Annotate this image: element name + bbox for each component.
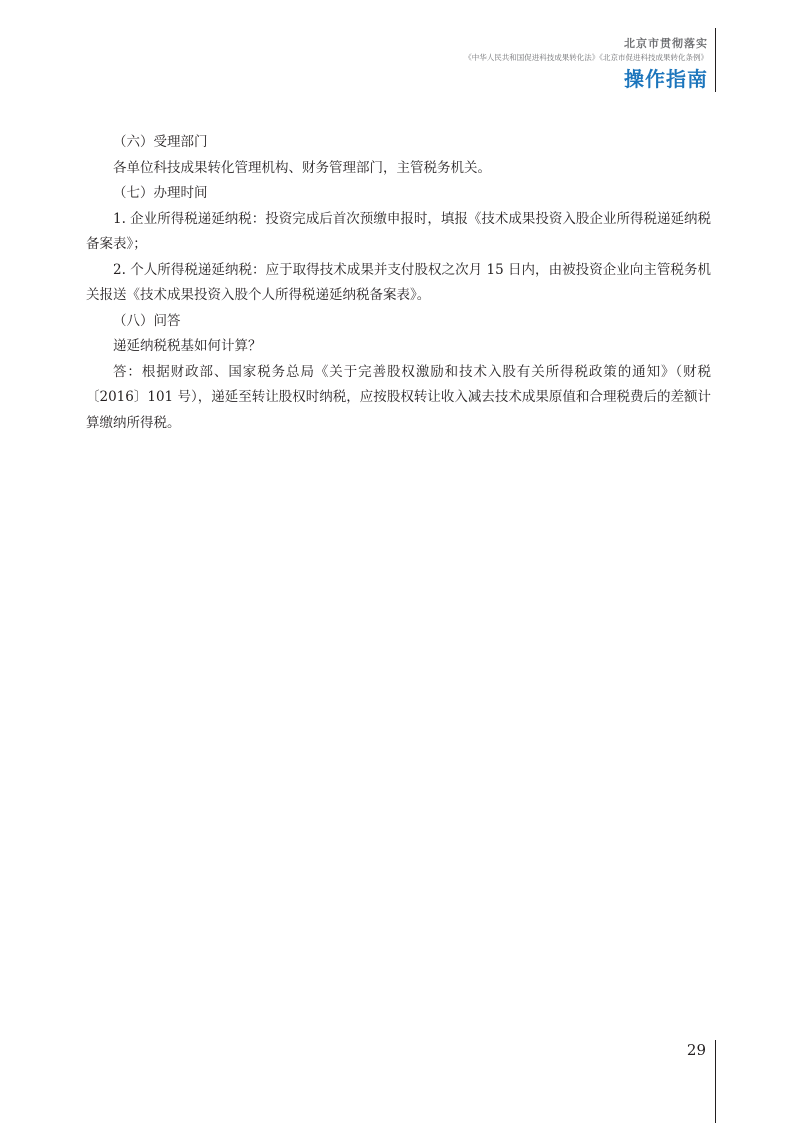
section-heading-qa: （八）问答 <box>113 312 181 329</box>
header-title: 北京市贯彻落实 <box>624 37 708 50</box>
page-number: 29 <box>686 1041 706 1059</box>
running-header <box>464 36 708 94</box>
footer-vertical-rule <box>715 1040 716 1123</box>
header-subtitle: 《中华人民共和国促进科技成果转化法》《北京市促进科技成果转化条例》 <box>464 53 708 62</box>
qa-answer: 答：根据财政部、国家税务总局《关于完善股权激励和技术入股有关所得税政策的通知》（财税〔2016〕101 号），递延至转让股权时纳税，应按股权转让收入减去技术成果原值和合理税费后的差额计算缴纳所得税。 <box>86 363 711 431</box>
header-vertical-rule <box>715 28 716 92</box>
paragraph-time-item-2: 2. 个人所得税递延纳税：应于取得技术成果并支付股权之次月 15 日内，由被投资企业向主管税务机关报送《技术成果投资入股个人所得税递延纳税备案表》。 <box>86 261 711 303</box>
section-heading-time: （七）办理时间 <box>113 185 208 201</box>
body-text <box>86 130 711 436</box>
header-guide-title: 操作指南 <box>624 67 708 91</box>
paragraph-acceptance: 各单位科技成果转化管理机构、财务管理部门，主管税务机关。 <box>113 159 491 176</box>
paragraph-time-item-1: 1. 企业所得税递延纳税：投资完成后首次预缴申报时，填报《技术成果投资入股企业所得税递延纳税备案表》； <box>86 210 711 252</box>
qa-question: 递延纳税税基如何计算？ <box>113 338 262 354</box>
section-heading-acceptance: （六）受理部门 <box>113 134 208 150</box>
